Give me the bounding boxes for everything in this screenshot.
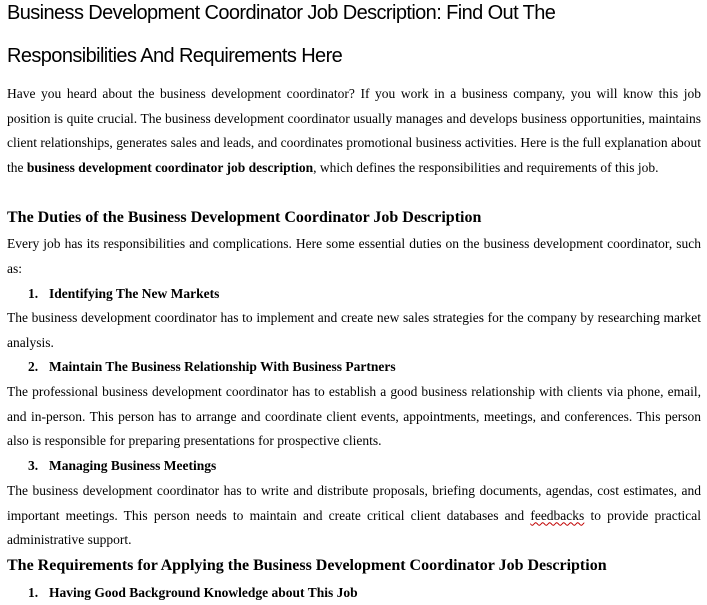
duty-1-number: 1. (28, 286, 39, 301)
duties-intro: Every job has its responsibilities and complications. Here some essential duties on the business development coordinator, such as: (7, 236, 701, 276)
duty-3-text-start: The business development coordinator has to write and distribute proposals, briefing documents, agendas, cost estimates, and important meetings. This person needs to maintain and create critical client databases and (7, 483, 701, 523)
duty-3-number: 3. (28, 458, 39, 473)
duties-heading: The Duties of the Business Development Coordinator Job Description (7, 209, 482, 226)
duty-1-heading (28, 284, 219, 304)
duty-3-title: Managing Business Meetings (49, 458, 217, 473)
duty-2-heading (28, 357, 396, 377)
requirement-1-heading (28, 583, 358, 603)
duty-2-number: 2. (28, 359, 39, 374)
intro-text: Have you heard about the business development coordinator? If you work in a business company, you will know this job position is quite crucial. The business development coordinator usually manages and develops business opportunities, maintains client relationships, generates sales and leads, and coordinates promotional business activities. Here is the full explanation about the (7, 86, 701, 175)
intro-keyword: business development coordinator job description (26, 159, 314, 175)
intro-text-end: , which defines the responsibilities and requirements of this job. (313, 159, 659, 175)
spellcheck-flagged-word[interactable]: feedbacks (530, 507, 585, 523)
requirement-1-title: Having Good Background Knowledge about This Job (49, 585, 358, 600)
requirement-1-number: 1. (28, 585, 39, 600)
article-title-line-2: Responsibilities And Requirements Here (7, 45, 343, 67)
intro-paragraph (7, 82, 701, 180)
article-title-line-1: Business Development Coordinator Job Description: Find Out The (7, 2, 556, 24)
duty-2-text: The professional business development coordinator has to establish a good business relationship with clients via phone, email, and in-person. This person has to arrange and coordinate client events, appointments, meetings, and conferences. This person also is responsible for preparing presentations for prospective clients. (7, 384, 701, 448)
duty-3-heading (28, 456, 216, 476)
duty-3-text-end: to provide practical administrative support. (7, 507, 701, 547)
duty-1-text: The business development coordinator has to implement and create new sales strategies for the company by researching market analysis. (7, 310, 701, 350)
requirements-heading: The Requirements for Applying the Business Development Coordinator Job Description (7, 557, 607, 574)
duty-3-text (7, 479, 701, 553)
duty-2-title: Maintain The Business Relationship With Business Partners (49, 359, 396, 374)
duty-1-title: Identifying The New Markets (49, 286, 220, 301)
